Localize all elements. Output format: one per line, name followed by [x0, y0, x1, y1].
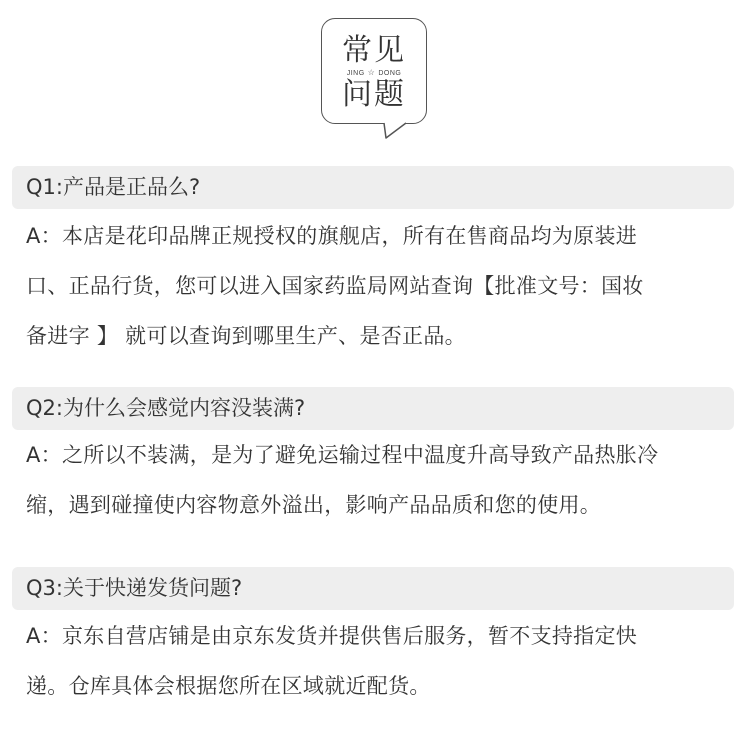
answer-2-line-2: 缩，遇到碰撞使内容物意外溢出，影响产品品质和您的使用。	[26, 493, 602, 517]
answer-3-line-2: 递。仓库具体会根据您所在区域就近配货。	[26, 674, 431, 698]
answer-1	[26, 211, 736, 361]
badge-subtitle-left: JING	[346, 70, 365, 77]
faq-header-badge	[321, 18, 427, 124]
answer-1-line-2: 口、正品行货，您可以进入国家药监局网站查询【批准文号：国妆	[26, 274, 644, 298]
answer-1-line-1: A：本店是花印品牌正规授权的旗舰店，所有在售商品均为原装进	[26, 224, 638, 248]
answer-3-line-1: A：京东自营店铺是由京东发货并提供售后服务，暂不支持指定快	[26, 624, 638, 648]
speech-tail-icon	[384, 123, 408, 139]
star-icon: ☆	[367, 68, 376, 77]
badge-title-line2: 问题	[342, 77, 406, 112]
question-1: Q1:产品是正品么?	[12, 166, 734, 209]
answer-2	[26, 430, 736, 530]
question-3: Q3:关于快递发货问题?	[12, 567, 734, 610]
badge-subtitle-right: DONG	[378, 70, 402, 77]
answer-2-line-1: A：之所以不装满，是为了避免运输过程中温度升高导致产品热胀冷	[26, 443, 659, 467]
question-2: Q2:为什么会感觉内容没装满?	[12, 387, 734, 430]
answer-1-line-3: 备进字 】 就可以查询到哪里生产、是否正品。	[26, 324, 466, 348]
answer-3	[26, 611, 736, 711]
badge-title-line1: 常见	[342, 33, 406, 68]
